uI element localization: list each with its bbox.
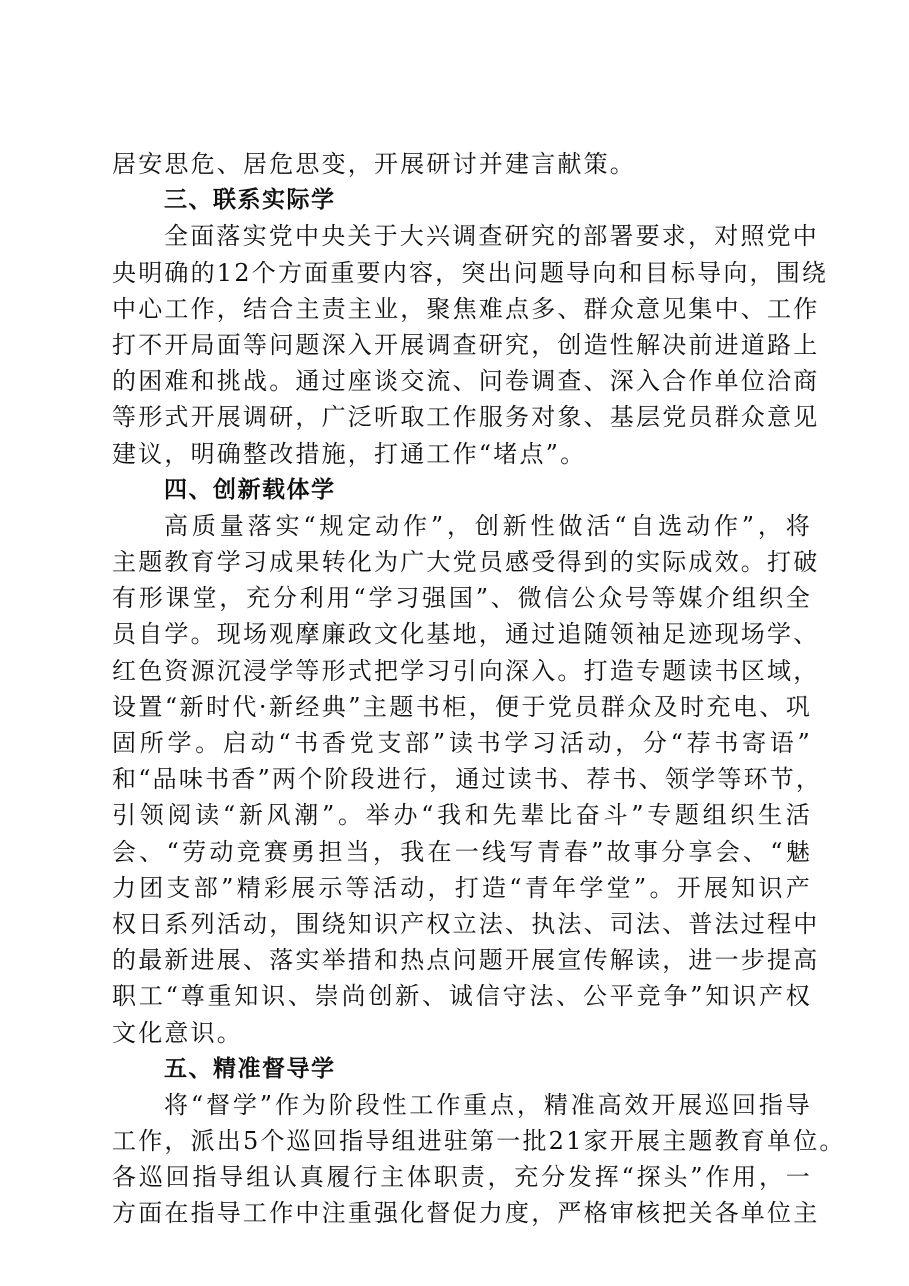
text-line: 等形式开展调研，广泛听取工作服务对象、基层党员群众意见 xyxy=(112,403,820,432)
text-line: 各巡回指导组认真履行主体职责，充分发挥“探头”作用，一 xyxy=(112,1163,812,1192)
text-line: 居安思危、居危思变，开展研讨并建言献策。 xyxy=(112,150,636,178)
text-line: 建议，明确整改措施，打通工作“堵点”。 xyxy=(112,439,587,468)
document-body xyxy=(112,146,846,1232)
text-line: 方面在指导工作中注重强化督促力度，严格审核把关各单位主 xyxy=(112,1199,820,1228)
text-line: 权日系列活动，围绕知识产权立法、执法、司法、普法过程中 xyxy=(112,909,820,938)
text-line: 的困难和挑战。通过座谈交流、问卷调查、深入合作单位洽商 xyxy=(112,367,820,396)
section-heading: 四、创新载体学 xyxy=(164,476,336,503)
text-line: 员自学。现场观摩廉政文化基地，通过追随领袖足迹现场学、 xyxy=(112,620,820,649)
text-line: 和“品味书香”两个阶段进行，通过读书、荐书、领学等环节， xyxy=(112,765,823,794)
text-line: 工作，派出5个巡回指导组进驻第一批21家开展主题教育单位。 xyxy=(112,1127,846,1156)
text-line: 将“督学”作为阶段性工作重点，精准高效开展巡回指导 xyxy=(164,1090,812,1119)
text-line: 主题教育学习成果转化为广大党员感受得到的实际成效。打破 xyxy=(112,548,820,577)
text-line: 引领阅读“新风潮”。举办“我和先辈比奋斗”专题组织生活 xyxy=(112,801,812,830)
text-line: 的最新进展、落实举措和热点问题开展宣传解读，进一步提高 xyxy=(112,946,820,975)
text-line: 打不开局面等问题深入开展调查研究，创造性解决前进道路上 xyxy=(112,330,820,359)
text-line: 红色资源沉浸学等形式把学习引向深入。打造专题读书区域， xyxy=(112,656,820,685)
text-line: 中心工作，结合主责主业，聚焦难点多、群众意见集中、工作 xyxy=(112,294,820,323)
paragraph xyxy=(112,218,829,471)
text-line: 固所学。启动“书香党支部”读书学习活动，分“荐书寄语” xyxy=(112,729,812,757)
text-line: 职工“尊重知识、崇尚创新、诚信守法、公平竞争”知识产权 xyxy=(112,982,812,1011)
paragraph xyxy=(112,508,823,1051)
text-line: 会、“劳动竞赛勇担当，我在一线写青春”故事分享会、“魅 xyxy=(112,837,812,866)
text-line: 文化意识。 xyxy=(112,1018,243,1047)
text-line: 有形课堂，充分利用“学习强国”、微信公众号等媒介组织全 xyxy=(112,584,812,613)
text-line: 力团支部”精彩展示等活动，打造“青年学堂”。开展知识产 xyxy=(112,873,812,902)
section-heading: 三、联系实际学 xyxy=(164,187,336,214)
text-line: 设置“新时代·新经典”主题书柜，便于党员群众及时充电、巩 xyxy=(112,692,812,721)
paragraph xyxy=(112,1087,846,1232)
text-line: 央明确的12个方面重要内容，突出问题导向和目标导向，围绕 xyxy=(112,258,829,287)
section-heading: 五、精准督导学 xyxy=(164,1055,336,1082)
text-line: 高质量落实“规定动作”，创新性做活“自选动作”，将 xyxy=(164,511,812,540)
paragraph xyxy=(112,146,812,182)
text-line: 全面落实党中央关于大兴调查研究的部署要求，对照党中 xyxy=(164,222,819,251)
